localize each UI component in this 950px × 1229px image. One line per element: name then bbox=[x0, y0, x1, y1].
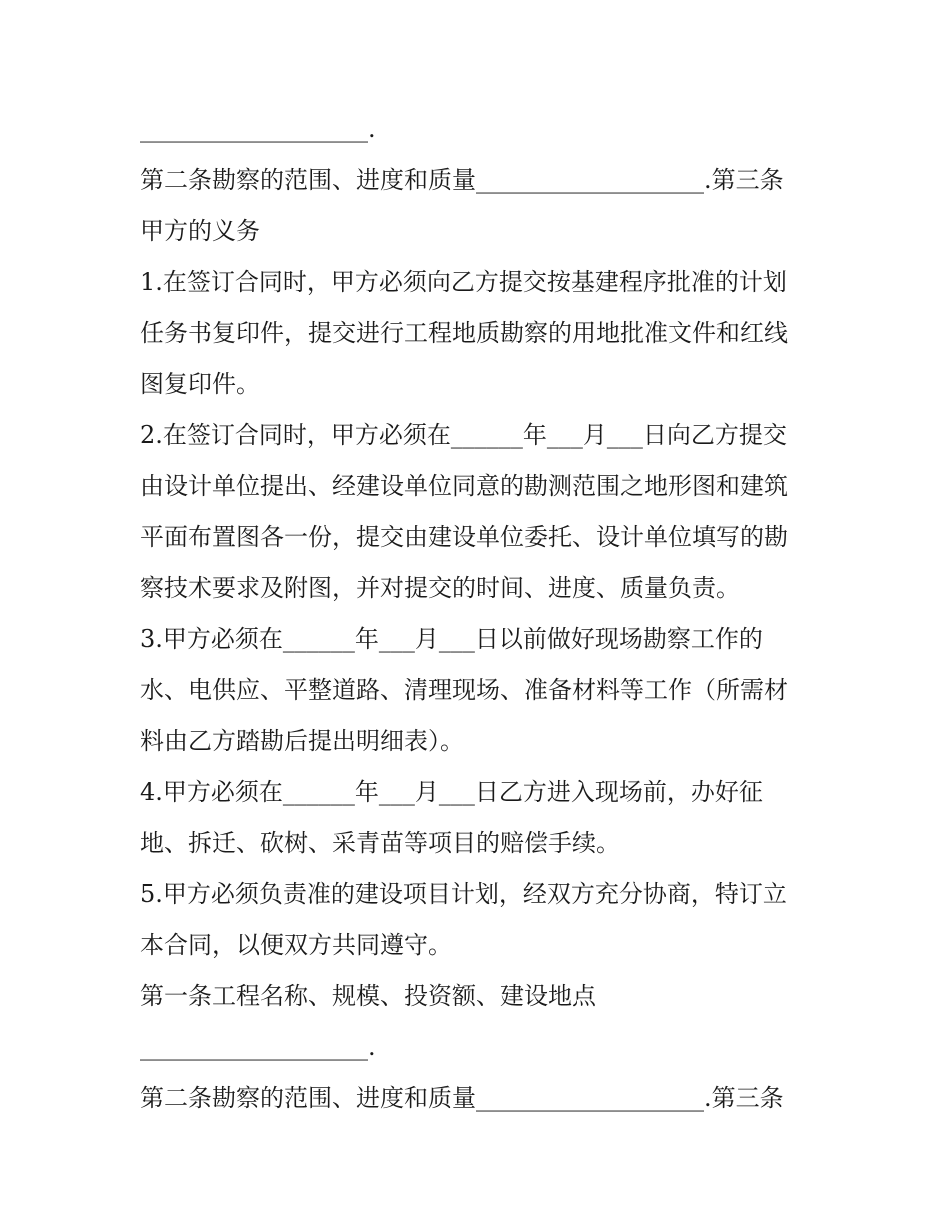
text-line: 甲方的义务 bbox=[140, 217, 260, 245]
text-line: 图复印件。 bbox=[140, 370, 260, 398]
text-line: 第二条勘察的范围、进度和质量___________________.第三条 bbox=[140, 1084, 784, 1112]
text-line: ___________________. bbox=[140, 115, 376, 143]
text-line: 平面布置图各一份，提交由建设单位委托、设计单位填写的勘 bbox=[140, 523, 788, 551]
text-line: 3.甲方必须在______年___月___日以前做好现场勘察工作的 bbox=[140, 625, 763, 653]
text-line: 5.甲方必须负责准的建设项目计划，经双方充分协商，特订立 bbox=[140, 880, 787, 908]
text-line: 料由乙方踏勘后提出明细表）。 bbox=[140, 727, 464, 755]
text-line: 本合同，以便双方共同遵守。 bbox=[140, 931, 452, 959]
text-line: 任务书复印件，提交进行工程地质勘察的用地批准文件和红线 bbox=[140, 319, 788, 347]
text-line: 第二条勘察的范围、进度和质量___________________.第三条 bbox=[140, 166, 784, 194]
text-line: 水、电供应、平整道路、清理现场、准备材料等工作（所需材 bbox=[140, 676, 788, 704]
text-line: 地、拆迁、砍树、采青苗等项目的赔偿手续。 bbox=[140, 829, 620, 857]
text-line: ___________________. bbox=[140, 1033, 376, 1061]
text-line: 1.在签订合同时，甲方必须向乙方提交按基建程序批准的计划 bbox=[140, 268, 787, 296]
text-line: 由设计单位提出、经建设单位同意的勘测范围之地形图和建筑 bbox=[140, 472, 788, 500]
text-line: 2.在签订合同时，甲方必须在______年___月___日向乙方提交 bbox=[140, 421, 787, 449]
document-body bbox=[140, 104, 820, 1124]
text-line: 4.甲方必须在______年___月___日乙方进入现场前，办好征 bbox=[140, 778, 763, 806]
text-line: 察技术要求及附图，并对提交的时间、进度、质量负责。 bbox=[140, 574, 740, 602]
text-line: 第一条工程名称、规模、投资额、建设地点 bbox=[140, 982, 596, 1010]
